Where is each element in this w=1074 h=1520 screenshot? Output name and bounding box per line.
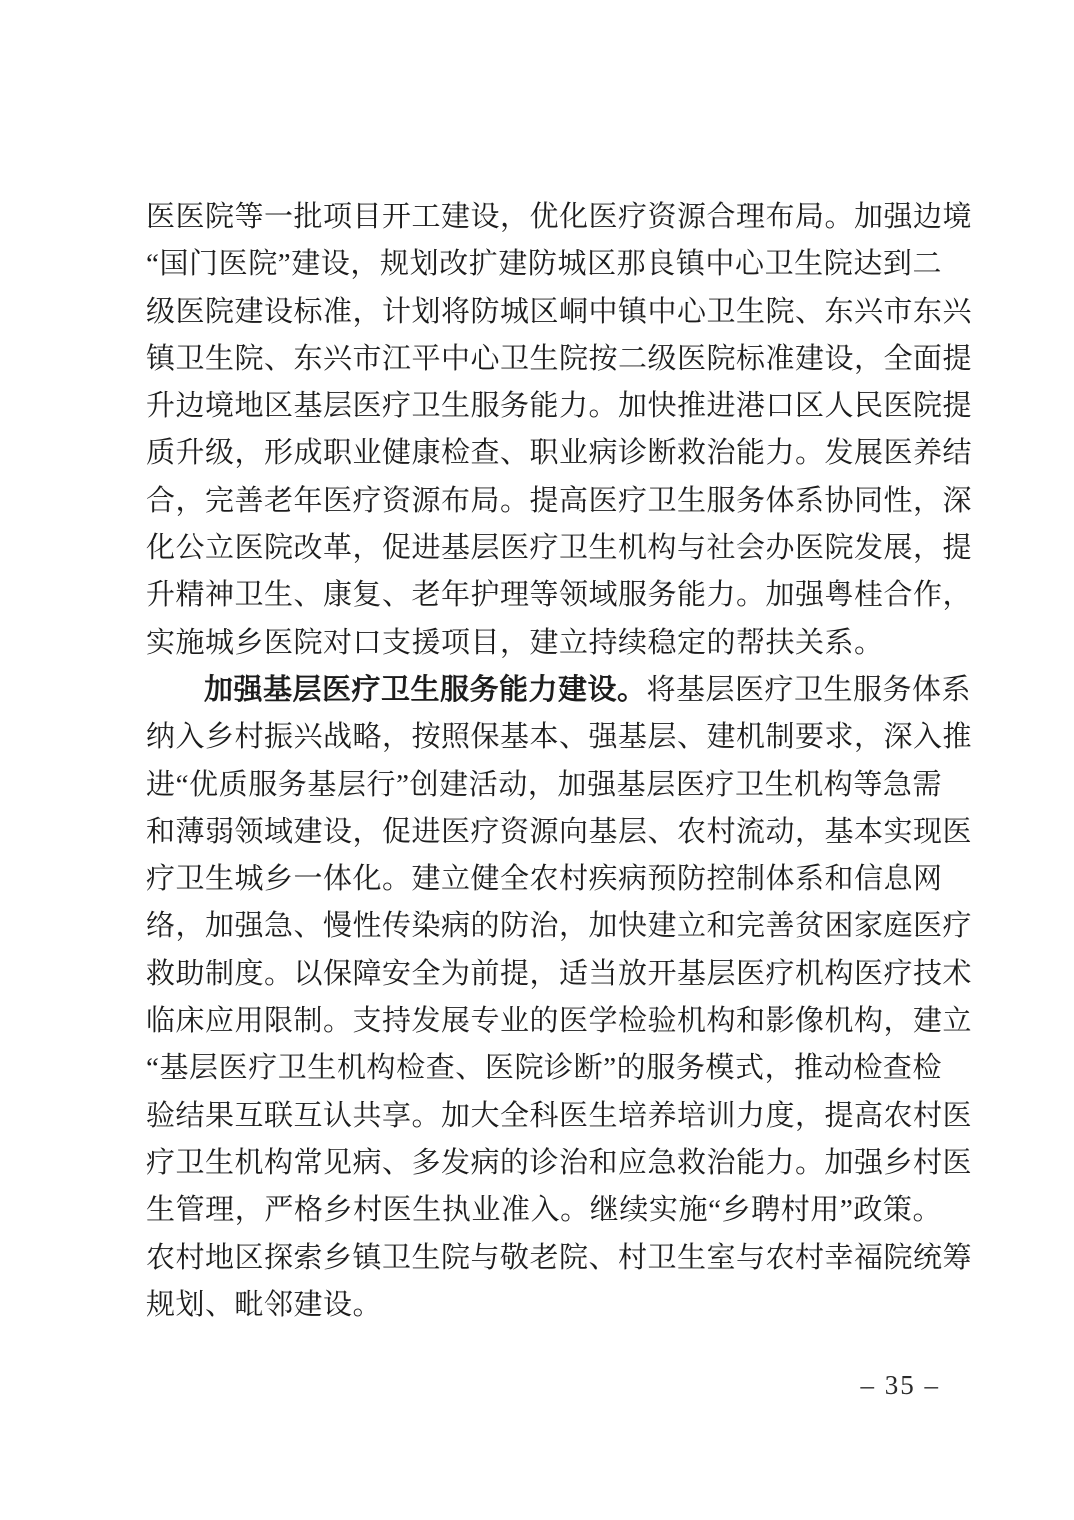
text-line xyxy=(146,667,972,714)
document-body xyxy=(146,194,973,1329)
text-segment: 和薄弱领域建设，促进医疗资源向基层、农村流动，基本实现医 xyxy=(146,815,973,848)
text-line xyxy=(146,572,973,619)
page-number: – 35 – xyxy=(860,1370,940,1400)
text-segment: 生管理，严格乡村医生执业准入。继续实施“乡聘村用”政策。 xyxy=(146,1194,942,1227)
text-line xyxy=(146,856,942,903)
text-line xyxy=(146,383,973,430)
text-segment: 级医院建设标准，计划将防城区峒中镇中心卫生院、东兴市东兴 xyxy=(146,295,973,328)
text-line xyxy=(146,998,973,1045)
paragraph-continued-from-previous-page xyxy=(146,194,973,667)
text-segment: 验结果互联互认共享。加大全科医生培养培训力度，提高农村医 xyxy=(146,1099,973,1132)
text-line xyxy=(146,1093,973,1140)
text-segment: 进“优质服务基层行”创建活动，加强基层医疗卫生机构等急需 xyxy=(146,768,942,801)
text-segment: 将基层医疗卫生服务体系 xyxy=(646,673,972,706)
text-segment: 质升级，形成职业健康检查、职业病诊断救治能力。发展医养结 xyxy=(146,437,973,470)
text-segment: 升边境地区基层医疗卫生服务能力。加快推进港口区人民医院提 xyxy=(146,390,973,423)
text-line xyxy=(146,620,942,667)
text-segment: 实施城乡医院对口支援项目，建立持续稳定的帮扶关系。 xyxy=(146,626,884,659)
text-segment: 农村地区探索乡镇卫生院与敬老院、村卫生室与农村幸福院统筹 xyxy=(146,1241,973,1274)
text-line xyxy=(146,903,973,950)
text-line xyxy=(146,194,973,241)
text-segment: 纳入乡村振兴战略，按照保基本、强基层、建机制要求，深入推 xyxy=(146,721,973,754)
text-line xyxy=(146,525,973,572)
text-line xyxy=(146,951,973,998)
text-segment: 疗卫生机构常见病、多发病的诊治和应急救治能力。加强乡村医 xyxy=(146,1146,973,1179)
text-line xyxy=(146,714,973,761)
text-line xyxy=(146,430,973,477)
text-segment: 疗卫生城乡一体化。建立健全农村疾病预防控制体系和信息网 xyxy=(146,863,943,896)
text-segment: 升精神卫生、康复、老年护理等领域服务能力。加强粤桂合作， xyxy=(146,579,973,612)
text-segment: 临床应用限制。支持发展专业的医学检验机构和影像机构，建立 xyxy=(146,1005,973,1038)
text-line xyxy=(146,241,942,288)
text-line xyxy=(146,1187,942,1234)
text-line xyxy=(146,1045,942,1092)
text-segment: 救助制度。以保障安全为前提，适当放开基层医疗机构医疗技术 xyxy=(146,957,973,990)
text-line xyxy=(146,1235,973,1282)
text-line xyxy=(146,809,973,856)
text-line xyxy=(146,1282,942,1329)
text-line xyxy=(146,336,973,383)
text-segment: “国门医院”建设，规划改扩建防城区那良镇中心卫生院达到二 xyxy=(146,248,942,281)
text-segment: 化公立医院改革，促进基层医疗卫生机构与社会办医院发展，提 xyxy=(146,532,973,565)
text-segment: “基层医疗卫生机构检查、医院诊断”的服务模式，推动检查检 xyxy=(146,1052,942,1085)
text-segment: 镇卫生院、东兴市江平中心卫生院按二级医院标准建设，全面提 xyxy=(146,342,973,375)
text-segment: 医医院等一批项目开工建设，优化医疗资源合理布局。加强边境 xyxy=(146,201,973,233)
text-segment: 络，加强急、慢性传染病的防治，加快建立和完善贫困家庭医疗 xyxy=(146,910,973,943)
bold-section-heading: 加强基层医疗卫生服务能力建设。 xyxy=(204,673,647,706)
text-line xyxy=(146,762,942,809)
text-line xyxy=(146,1140,973,1187)
text-line xyxy=(146,289,973,336)
text-line xyxy=(146,478,973,525)
text-segment: 规划、毗邻建设。 xyxy=(146,1288,383,1321)
text-segment: 合，完善老年医疗资源布局。提高医疗卫生服务体系协同性，深 xyxy=(146,484,973,517)
paragraph-grassroots-service-capacity xyxy=(146,667,973,1329)
